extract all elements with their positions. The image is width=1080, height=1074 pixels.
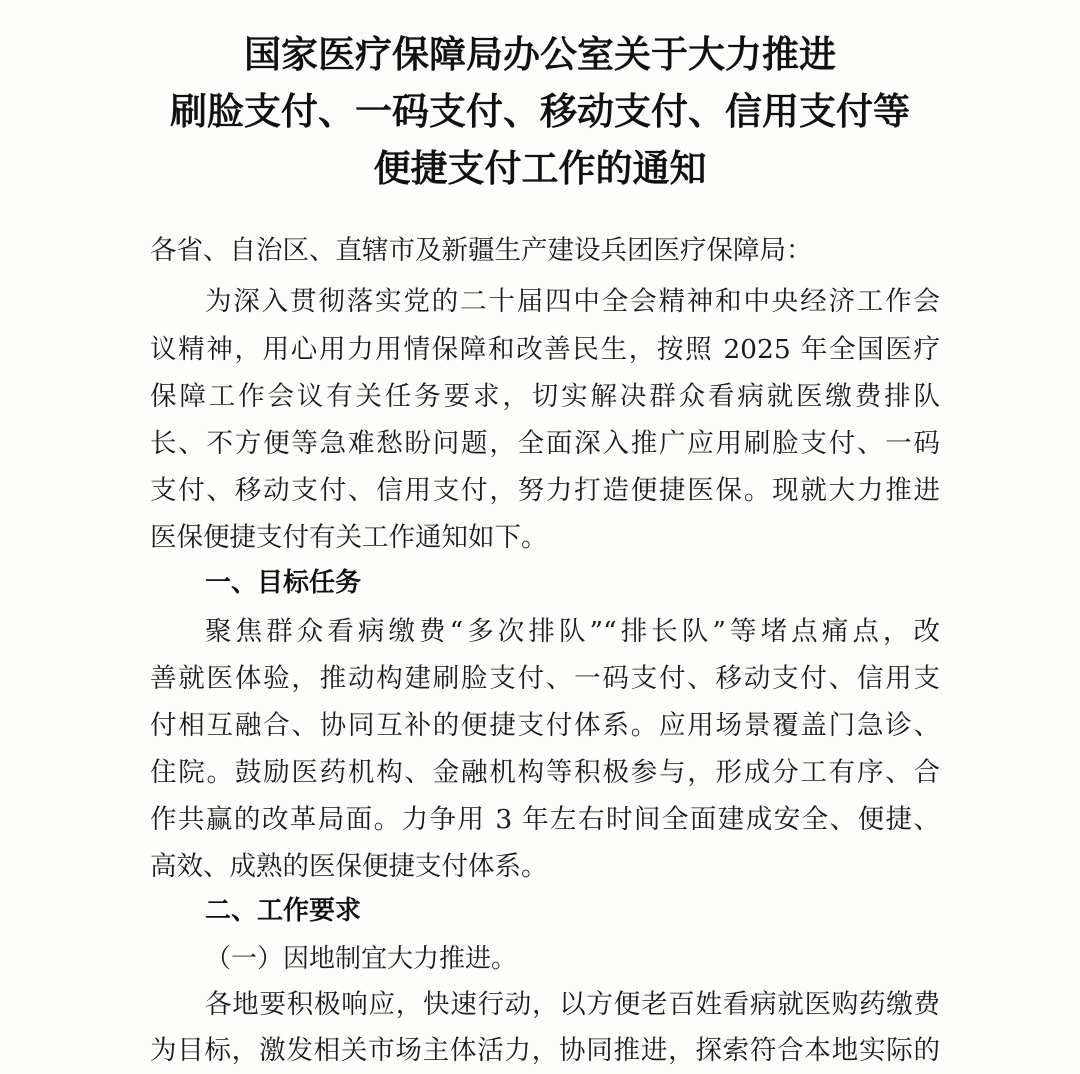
section1-line: 高效、成熟的医保便捷支付体系。	[150, 851, 548, 882]
section1-line: 住院。鼓励医药机构、金融机构等积极参与，形成分工有序、合	[150, 757, 940, 788]
section1-line: 聚焦群众看病缴费“多次排队”“排长队”等堵点痛点，改	[205, 616, 940, 647]
intro-line: 医保便捷支付有关工作通知如下。	[150, 522, 548, 553]
section1-line: 善就医体验，推动构建刷脸支付、一码支付、移动支付、信用支	[150, 663, 940, 694]
section-heading-goals: 一、目标任务	[205, 568, 362, 598]
document-title-line-2: 刷脸支付、一码支付、移动支付、信用支付等	[170, 89, 910, 133]
document-title-line-3: 便捷支付工作的通知	[373, 146, 707, 190]
section2-subheading: （一）因地制宜大力推进。	[205, 944, 518, 974]
document-title-line-1: 国家医疗保障局办公室关于大力推进	[244, 32, 836, 76]
intro-line: 保障工作会议有关任务要求，切实解决群众看病就医缴费排队	[150, 381, 940, 412]
section1-line: 作共赢的改革局面。力争用 3 年左右时间全面建成安全、便捷、	[150, 804, 940, 835]
intro-line: 长、不方便等急难愁盼问题，全面深入推广应用刷脸支付、一码	[150, 428, 940, 459]
section1-line: 付相互融合、协同互补的便捷支付体系。应用场景覆盖门急诊、	[150, 710, 940, 741]
section2-line: 各地要积极响应，快速行动，以方便老百姓看病就医购药缴费	[205, 989, 940, 1020]
section2-line: 为目标，激发相关市场主体活力，协同推进，探索符合本地实际的	[150, 1035, 940, 1066]
intro-line: 支付、移动支付、信用支付，努力打造便捷医保。现就大力推进	[150, 475, 940, 506]
intro-line: 为深入贯彻落实党的二十届四中全会精神和中央经济工作会	[205, 286, 940, 317]
intro-line: 议精神，用心用力用情保障和改善民生，按照 2025 年全国医疗	[150, 334, 940, 365]
addressee: 各省、自治区、直辖市及新疆生产建设兵团医疗保障局：	[150, 235, 813, 266]
section-heading-requirements: 二、工作要求	[205, 896, 362, 926]
